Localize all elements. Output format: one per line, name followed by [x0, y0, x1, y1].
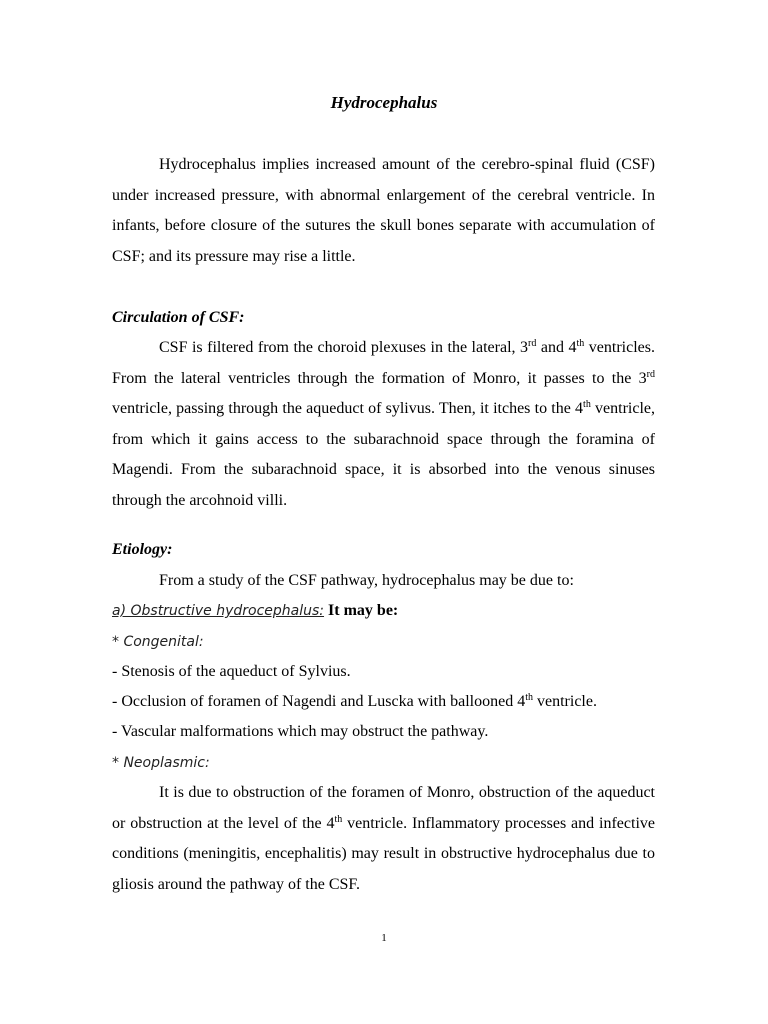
- neoplasmic-label: * Neoplasmic:: [112, 755, 210, 771]
- obstructive-rest: It may be:: [324, 602, 399, 619]
- obstructive-line: [112, 601, 655, 621]
- neo-text-2: ventricle. Inflammatory processes and infective conditions (meningitis, encephalitis) may result in obstructive hydrocephalus due to gliosis around the pathway of the CSF.: [112, 814, 655, 893]
- circulation-paragraph: [112, 333, 655, 516]
- circulation-text-2: and 4: [536, 339, 577, 356]
- circulation-text-4: ventricle, passing through the aqueduct of sylivus. Then, it itches to the 4: [112, 400, 584, 417]
- circulation-sup-2: th: [576, 338, 585, 349]
- congenital-label: * Congenital:: [112, 634, 204, 650]
- etiology-heading: Etiology:: [112, 541, 173, 558]
- obstructive-label: a) Obstructive hydrocephalus:: [112, 603, 325, 619]
- circulation-sup-4: th: [583, 399, 591, 410]
- page-number: 1: [381, 932, 387, 944]
- list-item: - Stenosis of the aqueduct of Sylvius.: [112, 663, 351, 680]
- circulation-text-1: CSF is filtered from the choroid plexuses in the lateral, 3: [159, 339, 529, 356]
- circulation-heading: Circulation of CSF:: [112, 309, 245, 326]
- intro-text: Hydrocephalus implies increased amount of the cerebro-spinal fluid (CSF) under increased pressure, with abnormal enlargement of the cerebral ventricle. In infants, before closure of the sutures the skull bones separate with accumulation of CSF; and its pressure may rise a little.: [112, 156, 655, 265]
- document-title: Hydrocephalus: [330, 93, 438, 112]
- circulation-text-3: ventricles. From the lateral ventricles through the formation of Monro, it passes to the 3: [112, 339, 655, 387]
- item2-text: - Occlusion of foramen of Nagendi and Luscka with ballooned 4: [112, 693, 526, 710]
- circulation-sup-3: rd: [646, 368, 655, 380]
- item2-tail: ventricle.: [533, 693, 597, 710]
- list-item: - Vascular malformations which may obstruct the pathway.: [112, 723, 489, 740]
- etiology-intro: From a study of the CSF pathway, hydrocephalus may be due to:: [159, 572, 574, 589]
- circulation-text-5: ventricle, from which it gains access to the subarachnoid space through the foramina of Magendi. From the subarachnoid space, it is absorbed into the venous sinuses through the arcohnoid villi.: [112, 400, 656, 509]
- neo-sup: th: [334, 813, 343, 825]
- intro-paragraph: [112, 150, 655, 272]
- neoplasmic-paragraph: [112, 778, 655, 900]
- circulation-sup-1: rd: [528, 338, 537, 349]
- neo-text-1: It is due to obstruction of the foramen of Monro, obstruction of the aqueduct or obstruction at the level of the 4: [112, 784, 655, 832]
- list-item: [112, 692, 655, 712]
- item2-sup: th: [525, 692, 533, 703]
